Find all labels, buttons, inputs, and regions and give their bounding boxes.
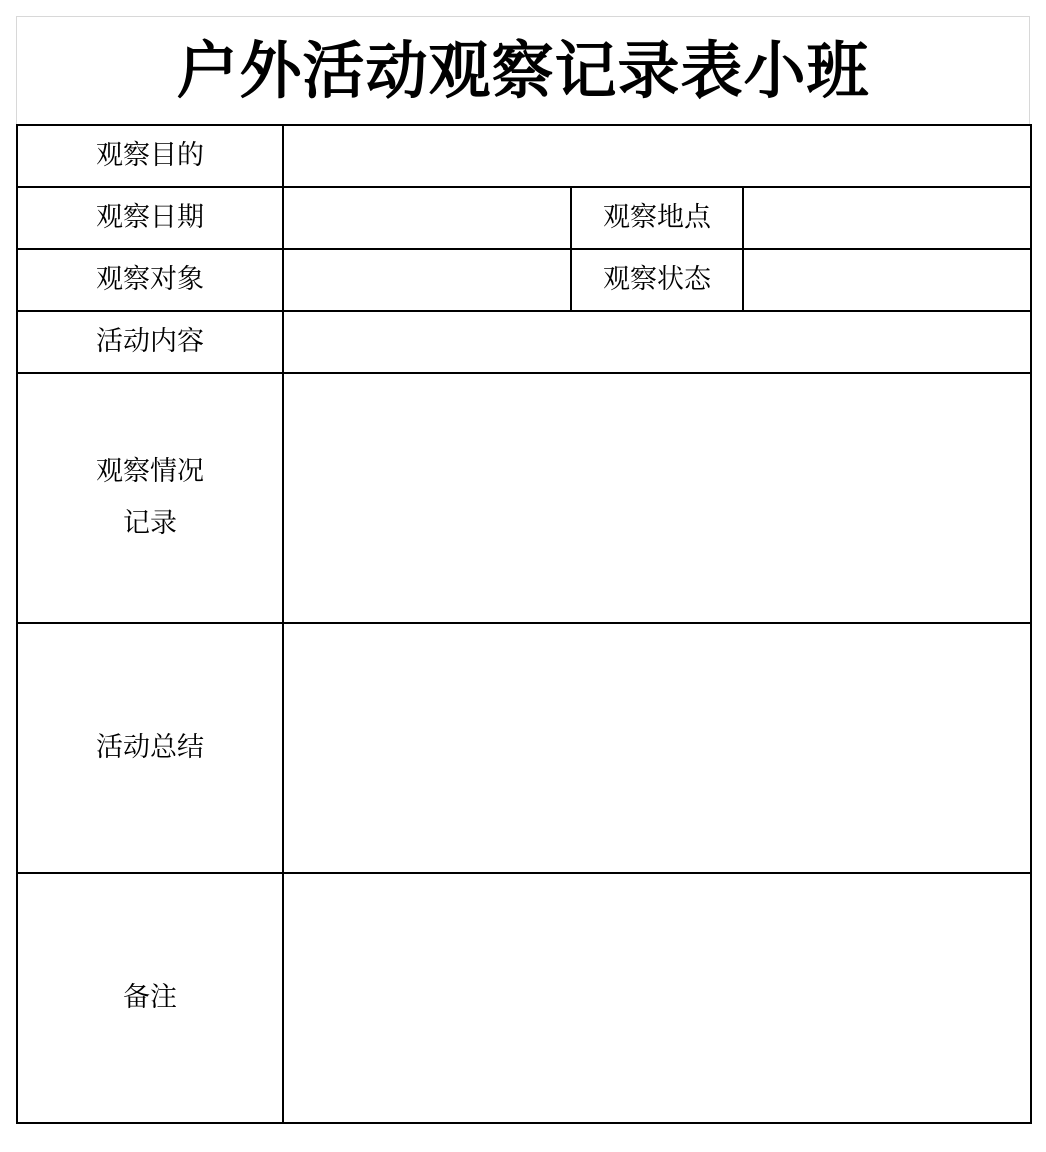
title-bar bbox=[16, 16, 1030, 124]
subject-label: 观察对象 bbox=[17, 249, 283, 311]
location-field[interactable] bbox=[743, 187, 1031, 249]
form-title: 户外活动观察记录表小班 bbox=[176, 33, 870, 107]
row-summary bbox=[17, 623, 1031, 873]
subject-field[interactable] bbox=[283, 249, 571, 311]
location-label: 观察地点 bbox=[571, 187, 743, 249]
record-label-line2: 记录 bbox=[123, 508, 177, 539]
row-subject-status bbox=[17, 249, 1031, 311]
purpose-label: 观察目的 bbox=[17, 125, 283, 187]
row-content bbox=[17, 311, 1031, 373]
status-label: 观察状态 bbox=[571, 249, 743, 311]
summary-label: 活动总结 bbox=[17, 623, 283, 873]
content-label: 活动内容 bbox=[17, 311, 283, 373]
date-field[interactable] bbox=[283, 187, 571, 249]
notes-label: 备注 bbox=[17, 873, 283, 1123]
record-field[interactable] bbox=[283, 373, 1031, 623]
content-field[interactable] bbox=[283, 311, 1031, 373]
record-label-line1: 观察情况 bbox=[96, 456, 204, 487]
row-record bbox=[17, 373, 1031, 623]
row-date-location bbox=[17, 187, 1031, 249]
summary-field[interactable] bbox=[283, 623, 1031, 873]
record-label bbox=[17, 373, 283, 623]
purpose-field[interactable] bbox=[283, 125, 1031, 187]
form-table bbox=[16, 124, 1032, 1124]
row-purpose bbox=[17, 125, 1031, 187]
row-notes bbox=[17, 873, 1031, 1123]
notes-field[interactable] bbox=[283, 873, 1031, 1123]
status-field[interactable] bbox=[743, 249, 1031, 311]
date-label: 观察日期 bbox=[17, 187, 283, 249]
observation-form bbox=[16, 16, 1030, 1136]
